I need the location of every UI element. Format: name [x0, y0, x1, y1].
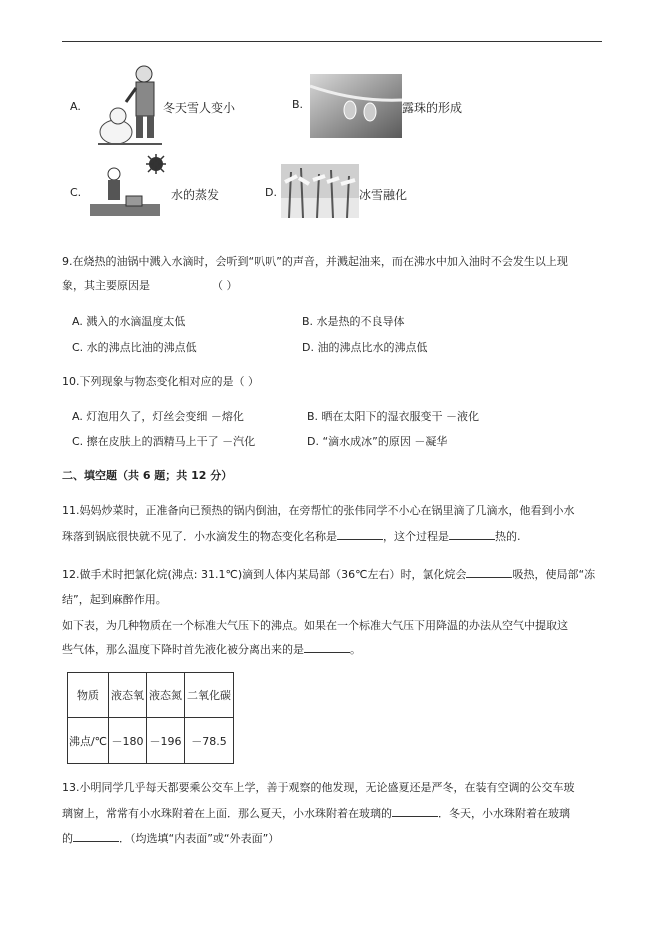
q9-answer-bracket: （ ） [212, 279, 238, 292]
q12-line2: 结”，起到麻醉作用。 [62, 593, 167, 606]
q13-text-1: 璃窗上，常常有小水珠附着在上面．那么夏天，小水珠附着在玻璃的 [62, 807, 392, 820]
q11-text-1: 珠落到锅底很快就不见了．小水滴发生的物态变化名称是 [62, 530, 337, 543]
table-header-cell: 物质 [68, 673, 109, 718]
q13-blank-1[interactable] [392, 805, 438, 817]
snowman-child-image [96, 62, 164, 148]
table-cell: －180 [109, 718, 147, 764]
q9-option-a: A. 溅入的水滴温度太低 [72, 315, 186, 328]
q12-text-2: 吸热，使局部“冻 [512, 568, 596, 581]
dew-drops-image [310, 74, 402, 138]
q13-line3 [62, 830, 279, 846]
q13-text-4: ．（均选填“内表面”或“外表面”） [119, 832, 280, 845]
q12-text-4: 。 [350, 643, 361, 656]
q10-option-d: D. “滴水成冰”的原因 －凝华 [307, 435, 448, 448]
q9-option-b: B. 水是热的不良导体 [302, 315, 405, 328]
q11-line1: 11.妈妈炒菜时，正准备向已预热的锅内倒油，在旁帮忙的张伟同学不小心在锅里滴了几滴水，他看到小水 [62, 504, 575, 517]
q11-blank-2[interactable] [449, 528, 495, 540]
q12-text-1: 12.做手术时把氯化烷(沸点: 31.1℃)滴到人体内某局部（36℃左右）时，氯化烷会 [62, 568, 467, 581]
q10-option-a: A. 灯泡用久了，灯丝会变细 －熔化 [72, 410, 244, 423]
q10-stem: 10.下列现象与物态变化相对应的是（ ） [62, 375, 259, 388]
q9-stem-line2: 象，其主要原因是 [62, 279, 150, 292]
table-cell: －78.5 [185, 718, 234, 764]
snow-trees-image [281, 164, 359, 218]
q12-line1 [62, 566, 595, 582]
q9-stem-line1: 9.在烧热的油锅中溅入水滴时，会听到“叭叭”的声音，并溅起油来，而在沸水中加入油时不会发生以上现 [62, 255, 568, 268]
q8-option-b-label: B. [292, 98, 304, 111]
q8-option-b-text: 露珠的形成 [402, 101, 463, 115]
q8-option-a-label: A. [70, 100, 81, 113]
q13-line1: 13.小明同学几乎每天都要乘公交车上学，善于观察的他发现，无论盛夏还是严冬，在装有空调的公交车玻 [62, 781, 575, 794]
section-title: 二、填空题（共 6 题；共 12 分） [62, 469, 233, 482]
q13-blank-2[interactable] [73, 830, 119, 842]
q8-option-d-text: 冰雪融化 [359, 188, 408, 202]
q8-option-c-label: C. [70, 186, 82, 199]
q12-blank-2[interactable] [304, 641, 350, 653]
table-header-cell: 液态氧 [109, 673, 147, 718]
q13-text-2: ．冬天，小水珠附着在玻璃 [438, 807, 570, 820]
q8-option-c-text: 水的蒸发 [171, 188, 220, 202]
q11-blank-1[interactable] [337, 528, 383, 540]
q8-option-a-text: 冬天雪人变小 [163, 101, 236, 115]
header-rule [62, 41, 602, 42]
q13-text-3: 的 [62, 832, 73, 845]
table-row-label: 沸点/℃ [68, 718, 109, 764]
evaporation-scene-image [86, 152, 166, 222]
q9-option-d: D. 油的沸点比水的沸点低 [302, 341, 428, 354]
q12-line3: 如下表，为几种物质在一个标准大气压下的沸点。如果在一个标准大气压下用降温的办法从空气中提取这 [62, 619, 568, 632]
table-cell: －196 [147, 718, 185, 764]
q12-blank-1[interactable] [466, 566, 512, 578]
q12-line4 [62, 641, 361, 657]
table-header-row [68, 673, 234, 718]
table-row [68, 718, 234, 764]
q8-option-d-label: D. [265, 186, 277, 199]
q13-line2 [62, 805, 570, 821]
q10-option-c: C. 擦在皮肤上的酒精马上干了 －汽化 [72, 435, 256, 448]
q9-option-c: C. 水的沸点比油的沸点低 [72, 341, 197, 354]
table-header-cell: 二氧化碳 [185, 673, 234, 718]
table-header-cell: 液态氮 [147, 673, 185, 718]
boiling-point-table [67, 672, 234, 764]
q11-line2 [62, 528, 521, 544]
q10-option-b: B. 晒在太阳下的湿衣服变干 －液化 [307, 410, 480, 423]
q12-text-3: 些气体，那么温度下降时首先液化被分离出来的是 [62, 643, 304, 656]
q11-text-2: ，这个过程是 [383, 530, 449, 543]
q11-text-3: 热的. [495, 530, 521, 543]
